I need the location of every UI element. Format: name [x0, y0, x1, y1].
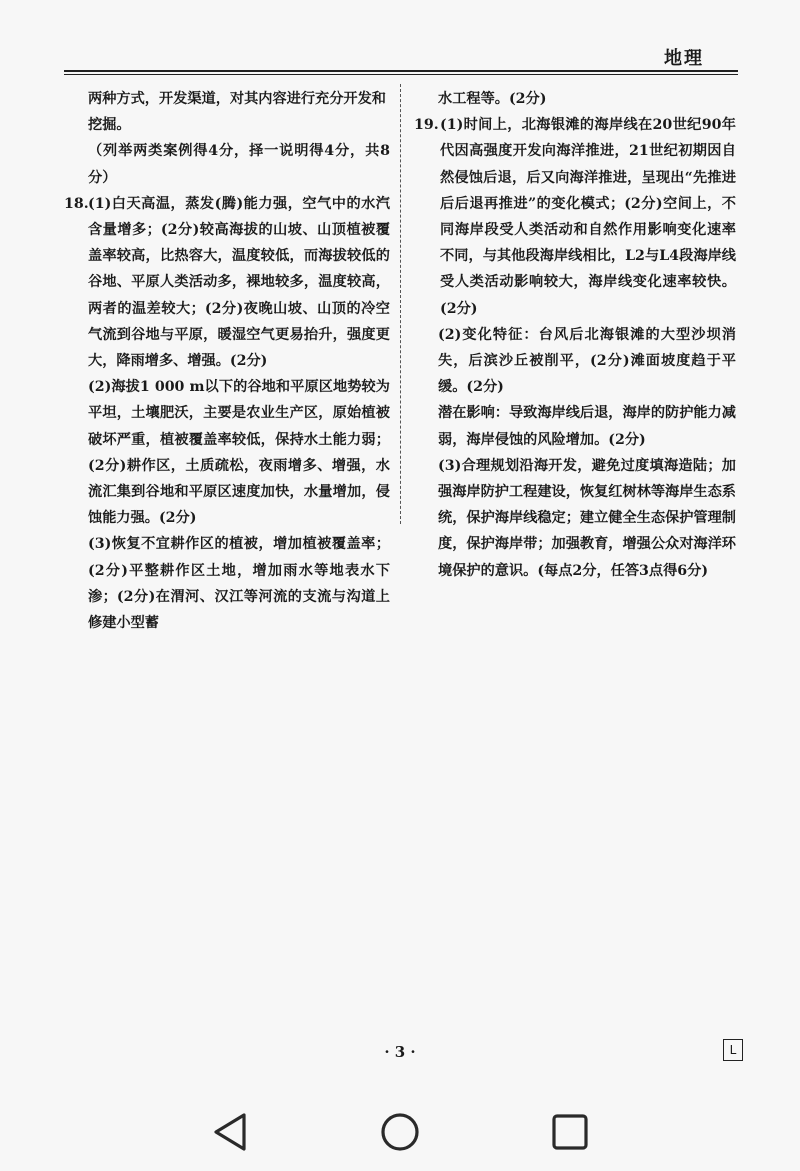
circle-home-icon[interactable]: [378, 1110, 422, 1154]
triangle-back-icon[interactable]: [208, 1110, 252, 1154]
square-recent-icon[interactable]: [548, 1110, 592, 1154]
q19-answer-2: (2)变化特征：台风后北海银滩的大型沙坝消失，后滨沙丘被削平，(2分)滩面坡度趋于平缓。(2分): [438, 326, 736, 396]
column-divider: [400, 84, 401, 524]
corner-mark: L: [723, 1039, 743, 1061]
header-rule-thick: [64, 70, 738, 72]
page-number: · 3 ·: [384, 1043, 416, 1061]
q19-answer-3: (3)合理规划沿海开发，避免过度填海造陆；加强海岸防护工程建设，恢复红树林等海岸生态系统，保护海岸线稳定；建立健全生态保护管理制度，保护海岸带；加强教育，增强公众对海洋环境保护的意识。(每点2分，任答3点得6分): [438, 457, 736, 579]
q19-answer-2b: 潜在影响：导致海岸线后退，海岸的防护能力减弱，海岸侵蚀的风险增加。(2分): [438, 405, 736, 448]
android-navigation-bar: [0, 1098, 800, 1171]
scoring-note: （列举两类案例得4分，择一说明得4分，共8分）: [88, 143, 390, 186]
question-19: [414, 112, 736, 322]
q19-answer-1: (1)时间上，北海银滩的海岸线在20世纪90年代因高强度开发向海洋推进，21世纪初期因自然侵蚀后退，后又向海洋推进，呈现出“先推进后后退再推进”的变化模式；(2分)空间上，不同海岸段受人类活动和自然作用影响变化速率不同，与其他段海岸线相比，L2与L4段海岸线受人类活动影响较大，海岸线变化速率较快。(2分): [440, 117, 736, 317]
q18-answer-2: (2)海拔1 000 m以下的谷地和平原区地势较为平坦，土壤肥沃，主要是农业生产区，原始植被破坏严重，植被覆盖率较低，保持水土能力弱；(2分)耕作区，土质疏松，夜雨增多、增强，水流汇集到谷地和平原区速度加快，水量增加，侵蚀能力强。(2分): [88, 379, 390, 527]
q18-answer-3: (3)恢复不宜耕作区的植被，增加植被覆盖率；(2分)平整耕作区土地，增加雨水等地表水下渗；(2分)在渭河、汉江等河流的支流与沟道上修建小型蓄: [88, 536, 390, 632]
question-19-number: 19.: [414, 117, 439, 134]
header-rule-thin: [64, 74, 738, 75]
page-header-title: 地理: [664, 48, 704, 69]
continuation-text: 两种方式，开发渠道，对其内容进行充分开发和: [88, 91, 386, 107]
question-18-number: 18.: [64, 195, 89, 212]
continuation-text-end: 挖掘。: [88, 117, 131, 134]
question-18: [64, 191, 390, 374]
q18-answer-1: (1)白天高温，蒸发(腾)能力强，空气中的水汽含量增多；(2分)较高海拔的山坡、山顶植被覆盖率较高，比热容大，温度较低，而海拔较低的谷地、平原人类活动多，裸地较多，温度较高，两者的温差较大；(2分)夜晚山坡、山顶的冷空气流到谷地与平原，暖湿空气更易抬升，强度更大，降雨增多、增强。(2分): [88, 195, 390, 370]
left-column: [64, 86, 390, 636]
continuation-text-right: 水工程等。(2分): [438, 91, 547, 107]
right-column: [414, 86, 736, 584]
